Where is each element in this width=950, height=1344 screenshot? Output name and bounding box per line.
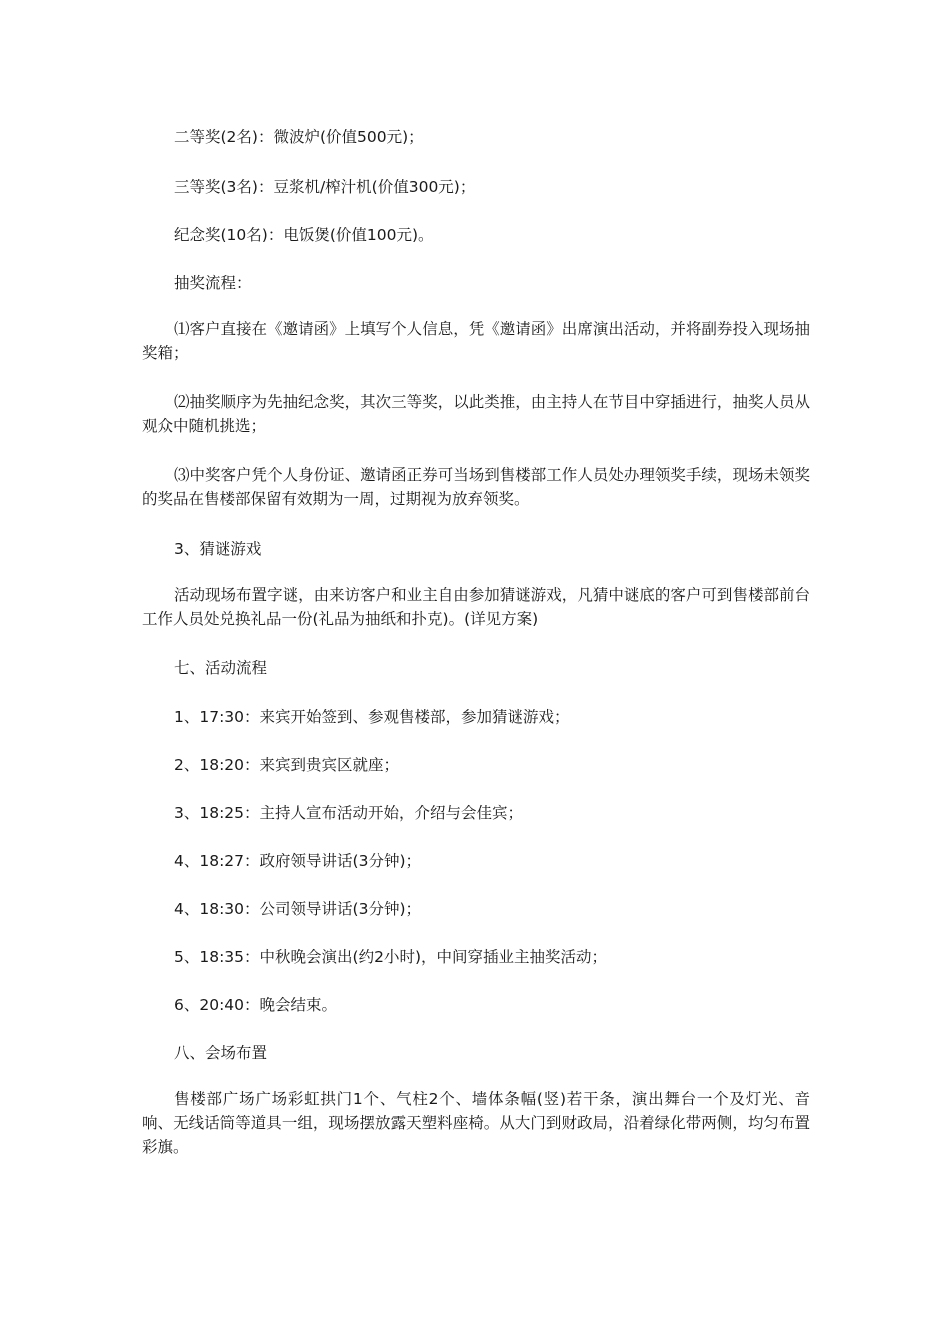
schedule-item: 2、18:20：来宾到贵宾区就座；: [174, 756, 400, 774]
schedule-item: 4、18:27：政府领导讲话(3分钟)；: [174, 852, 421, 870]
lottery-step-3: ⑶中奖客户凭个人身份证、邀请函正券可当场到售楼部工作人员处办理领奖手续，现场未领奖的奖品在售楼部保留有效期为一周，过期视为放弃领奖。: [142, 466, 810, 508]
lottery-step-2: ⑵抽奖顺序为先抽纪念奖，其次三等奖，以此类推，由主持人在节目中穿插进行，抽奖人员从观众中随机挑选；: [142, 393, 810, 435]
schedule-item: 3、18:25：主持人宣布活动开始，介绍与会佳宾；: [174, 804, 524, 822]
lottery-process-heading: 抽奖流程：: [174, 274, 252, 292]
venue-layout-text: 售楼部广场广场彩虹拱门1个、气柱2个、墙体条幅(竖)若干条，演出舞台一个及灯光、音响、无线话筒等道具一组，现场摆放露天塑料座椅。从大门到财政局，沿着绿化带两侧，均匀布置彩旗。: [142, 1090, 810, 1156]
riddle-game-text: 活动现场布置字谜，由来访客户和业主自由参加猜谜游戏，凡猜中谜底的客户可到售楼部前台工作人员处兑换礼品一份(礼品为抽纸和扑克)。(详见方案): [142, 586, 810, 628]
prize-second: 二等奖(2名)：微波炉(价值500元)；: [174, 128, 424, 146]
schedule-heading: 七、活动流程: [174, 659, 268, 677]
lottery-step-1: ⑴客户直接在《邀请函》上填写个人信息，凭《邀请函》出席演出活动，并将副券投入现场抽奖箱；: [142, 320, 810, 362]
prize-souvenir: 纪念奖(10名)：电饭煲(价值100元)。: [174, 226, 434, 244]
riddle-game-heading: 3、猜谜游戏: [174, 540, 262, 558]
venue-layout-heading: 八、会场布置: [174, 1044, 268, 1062]
schedule-item: 4、18:30：公司领导讲话(3分钟)；: [174, 900, 421, 918]
schedule-item: 6、20:40：晚会结束。: [174, 996, 338, 1014]
schedule-item: 1、17:30：来宾开始签到、参观售楼部，参加猜谜游戏；: [174, 708, 570, 726]
schedule-item: 5、18:35：中秋晚会演出(约2小时)，中间穿插业主抽奖活动；: [174, 948, 607, 966]
prize-third: 三等奖(3名)：豆浆机/榨汁机(价值300元)；: [174, 178, 476, 196]
